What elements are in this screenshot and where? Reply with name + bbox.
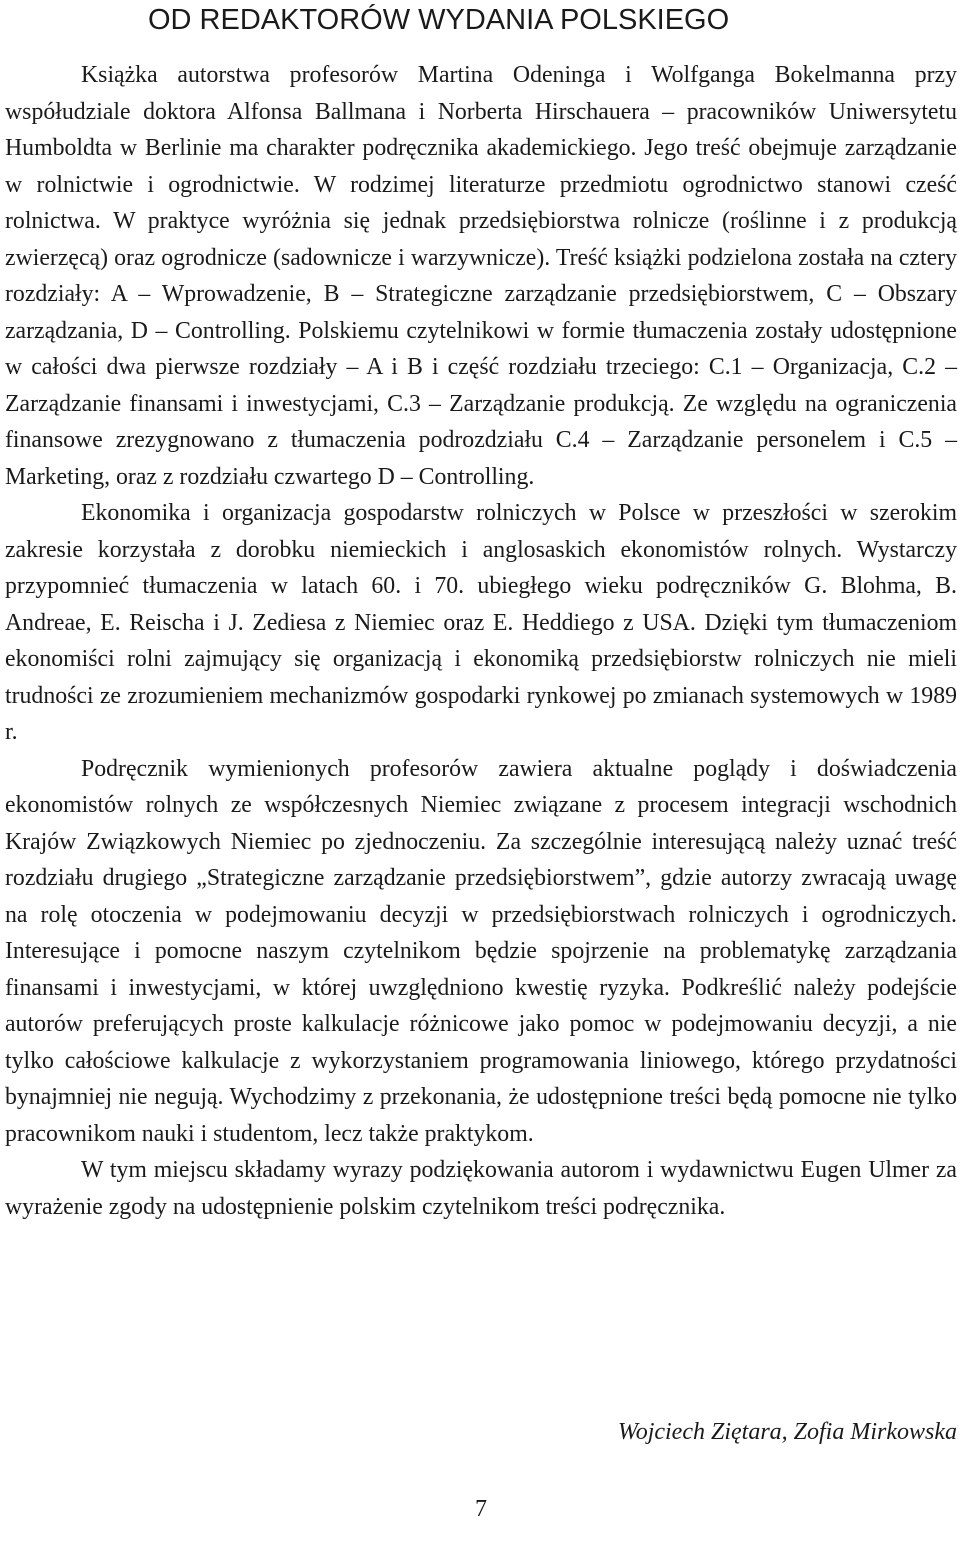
page-number: 7: [475, 1496, 487, 1522]
paragraph-4: W tym miejscu składamy wyrazy podziękowania autorom i wydawnictwu Eugen Ulmer za wyrażenie zgody na udostępnienie polskim czytelnikom treści podręcznika.: [5, 1157, 957, 1220]
paragraph-1: Książka autorstwa profesorów Martina Odeninga i Wolfganga Bokelmanna przy współudziale doktora Alfonsa Ballmana i Norberta Hirschauera – pracowników Uniwersytetu Humboldta w Berlinie ma charakter podręcznika akademickiego. Jego treść obejmuje zarządzanie w rolnictwie i ogrodnictwie. W rodzimej literaturze przedmiotu ogrodnictwo stanowi cześć rolnictwa. W praktyce wyróżnia się jednak przedsiębiorstwa rolnicze (roślinne i z produkcją zwierzęcą) oraz ogrodnicze (sadownicze i warzywnicze). Treść książki podzielona została na cztery rozdziały: A – Wprowadzenie, B – Strategiczne zarządzanie przedsiębiorstwem, C – Obszary zarządzania, D – Controlling. Polskiemu czytelnikowi w formie tłumaczenia zostały udostępnione w całości dwa pierwsze rozdziały – A i B i część rozdziału trzeciego: C.1 – Organizacja, C.2 – Zarządzanie finansami i inwestycjami, C.3 – Zarządzanie produkcją. Ze względu na ograniczenia finansowe zrezygnowano z tłumaczenia podrozdziału C.4 – Zarządzanie personelem i C.5 – Marketing, oraz z rozdziału czwartego D – Controlling.: [5, 62, 957, 490]
paragraph-2: Ekonomika i organizacja gospodarstw rolniczych w Polsce w przeszłości w szerokim zakresie korzystała z dorobku niemieckich i anglosaskich ekonomistów rolnych. Wystarczy przypomnieć tłumaczenia w latach 60. i 70. ubiegłego wieku podręczników G. Blohma, B. Andreae, E. Reischa i J. Zediesa z Niemiec oraz E. Heddiego z USA. Dzięki tym tłumaczeniom ekonomiści rolni zajmujący się organizacją i ekonomiką przedsiębiorstw rolniczych nie mieli trudności ze zrozumieniem mechanizmów gospodarki rynkowej po zmianach systemowych w 1989 r.: [5, 500, 957, 745]
paragraph-3: Podręcznik wymienionych profesorów zawiera aktualne poglądy i doświadczenia ekonomistów rolnych ze współczesnych Niemiec związane z procesem integracji wschodnich Krajów Związkowych Niemiec po zjednoczeniu. Za szczególnie interesującą należy uznać treść rozdziału drugiego „Strategiczne zarządzanie przedsiębiorstwem”, gdzie autorzy zwracają uwagę na rolę otoczenia w podejmowaniu decyzji w przedsiębiorstwach rolniczych i ogrodniczych. Interesujące i pomocne naszym czytelnikom będzie spojrzenie na problematykę zarządzania finansami i inwestycjami, w której uwzględniono kwestię ryzyka. Podkreślić należy podejście autorów preferujących proste kalkulacje różnicowe jako pomoc w podejmowaniu decyzji, a nie tylko całościowe kalkulacje z wykorzystaniem programowania liniowego, którego przydatności bynajmniej nie negują. Wychodzimy z przekonania, że udostępnione treści będą pomocne nie tylko pracownikom nauki i studentom, lecz także praktykom.: [5, 755, 957, 1147]
document-page: [5, 0, 957, 1546]
body-text: [5, 57, 957, 1225]
signature: Wojciech Ziętara, Zofia Mirkowska: [617, 1419, 957, 1445]
page-title: OD REDAKTORÓW WYDANIA POLSKIEGO: [148, 4, 730, 36]
